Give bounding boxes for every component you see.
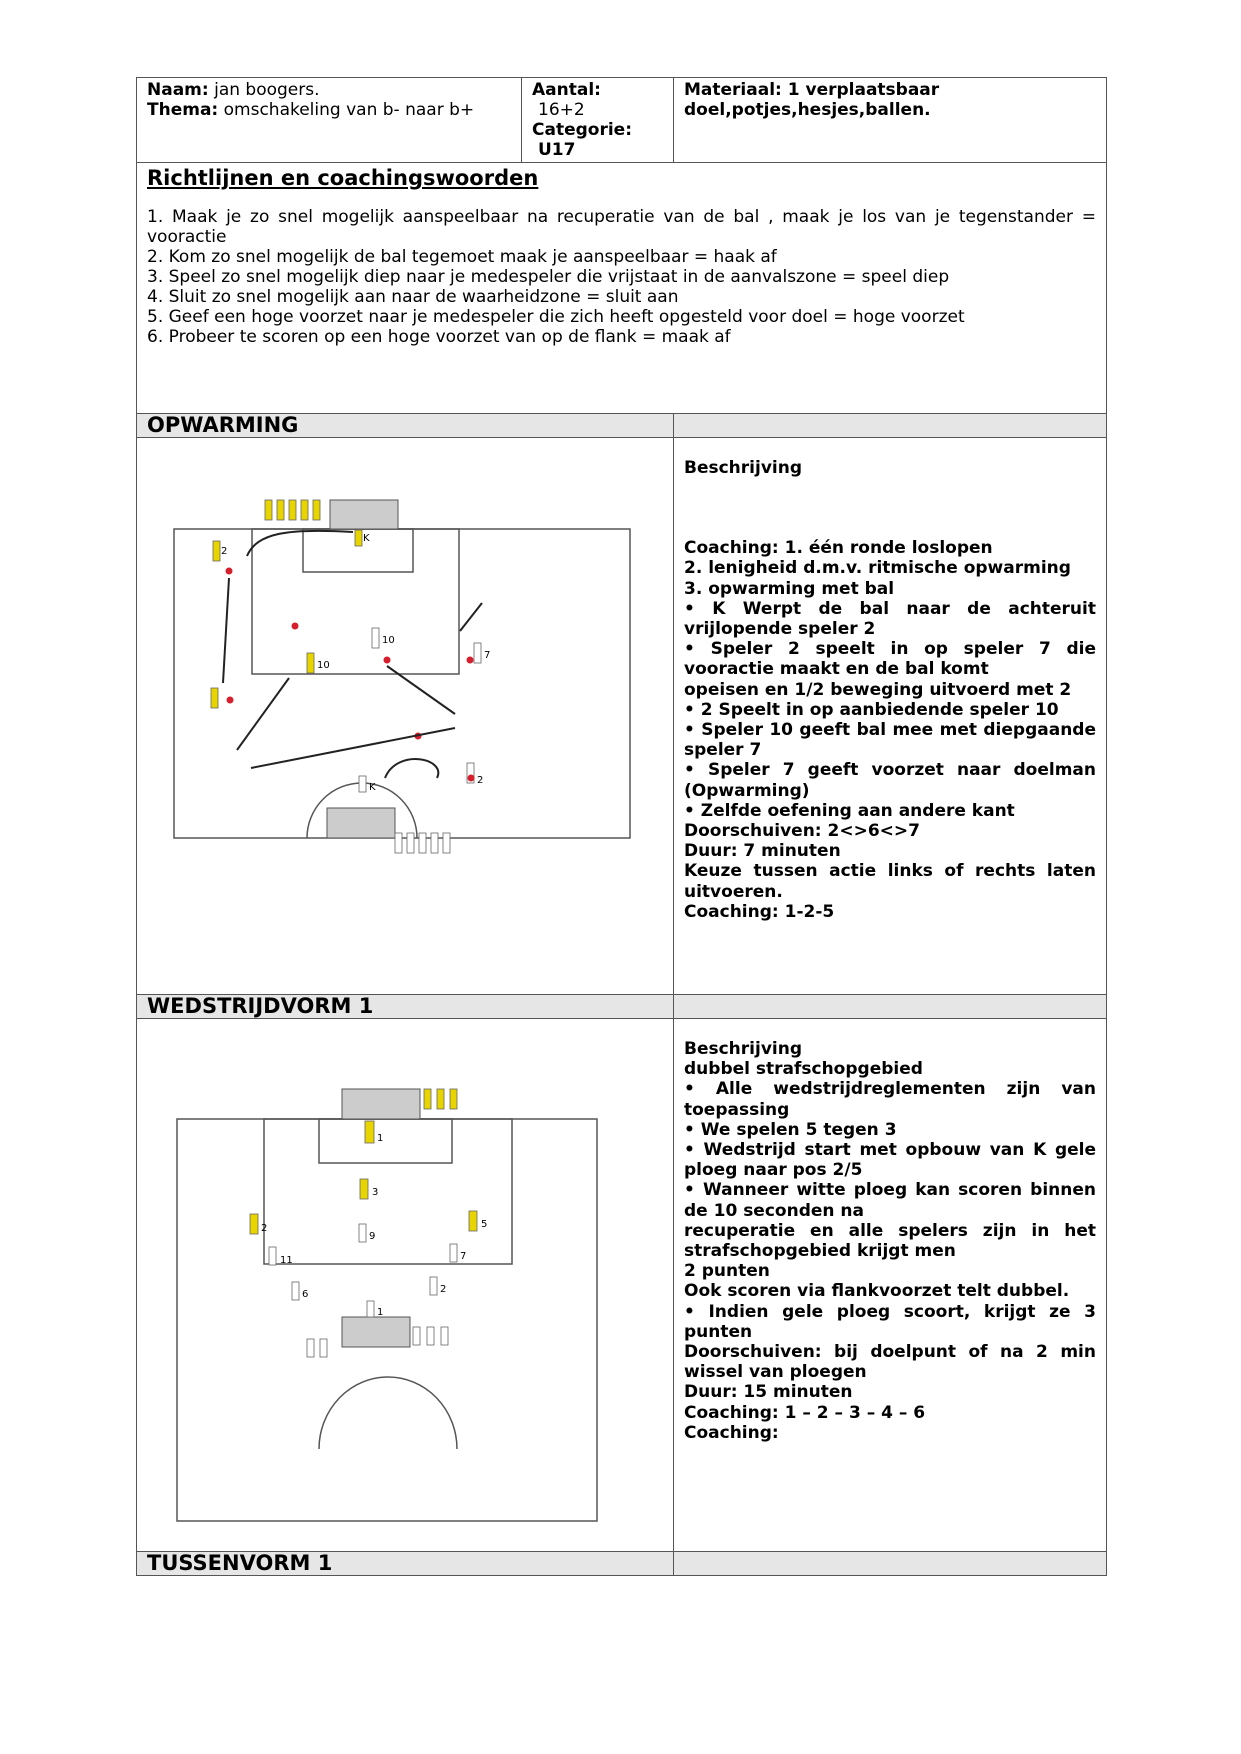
categorie-value: U17 xyxy=(538,140,576,160)
desc-line: 3. opwarming met bal xyxy=(684,578,895,599)
guidelines-cell xyxy=(137,163,1107,414)
opwarming-title: OPWARMING xyxy=(137,414,674,438)
goal-area-top xyxy=(319,1119,452,1163)
goal-bottom xyxy=(327,808,395,838)
thema-value: omschakeling van b- naar b+ xyxy=(223,100,475,120)
desc-line: Ook scoren via flankvoorzet telt dubbel. xyxy=(684,1281,1070,1302)
desc-line: Coaching: 1-2-5 xyxy=(684,901,835,922)
wedstrijdvorm-description xyxy=(684,1039,1096,1443)
player-label: 3 xyxy=(372,1187,379,1198)
tussenvorm-title: TUSSENVORM 1 xyxy=(137,1552,674,1576)
opwarming-field-diagram xyxy=(137,438,673,989)
tussenvorm-heading-row xyxy=(137,1552,1107,1576)
wedstrijdvorm-diagram-cell xyxy=(137,1019,674,1552)
guideline-item: 1. Maak je zo snel mogelijk aanspeelbaar na recuperatie van de bal , maak je los van je tegenstander = vooractie xyxy=(147,207,1096,247)
desc-line: recuperatie en alle spelers zijn in het strafschopgebied krijgt men xyxy=(684,1220,1096,1262)
wedstrijdvorm-field-diagram xyxy=(137,1019,673,1546)
desc-line: • Speler 10 geeft bal mee met diepgaande speler 7 xyxy=(684,720,1096,761)
player-label: 2 xyxy=(477,775,484,786)
player-label: 10 xyxy=(317,660,330,671)
naam-value: jan boogers. xyxy=(214,80,320,100)
categorie-label: Categorie: xyxy=(532,120,632,140)
opwarming-desc-cell xyxy=(674,438,1107,995)
desc-line: • Alle wedstrijdreglementen zijn van toepassing xyxy=(684,1079,1096,1120)
header-name-cell xyxy=(137,78,522,163)
wedstrijdvorm-heading-empty xyxy=(674,995,1107,1019)
guideline-item: 6. Probeer te scoren op een hoge voorzet van op de flank = maak af xyxy=(147,327,731,347)
opwarming-diagram-cell xyxy=(137,438,674,995)
guidelines-title: Richtlijnen en coachingswoorden xyxy=(147,166,539,190)
desc-line: • Wedstrijd start met opbouw van K gele ploeg naar pos 2/5 xyxy=(684,1140,1096,1181)
desc-line: 2. lenigheid d.m.v. ritmische opwarming xyxy=(684,558,1071,579)
player-label: 5 xyxy=(481,1219,488,1230)
goal-top xyxy=(330,500,398,529)
pass-arrows xyxy=(223,531,482,778)
desc-line: Coaching: 1. één ronde loslopen xyxy=(684,538,993,559)
naam-label: Naam: xyxy=(147,80,209,100)
header-materiaal-cell xyxy=(674,78,1107,163)
wedstrijdvorm-desc-cell xyxy=(674,1019,1107,1552)
desc-line: • Speler 7 geeft voorzet naar doelman (Opwarming) xyxy=(684,760,1096,801)
guideline-item: 2. Kom zo snel mogelijk de bal tegemoet maak je aanspeelbaar = haak af xyxy=(147,247,777,267)
desc-line: Keuze tussen actie links of rechts laten uitvoeren. xyxy=(684,861,1096,902)
desc-line: • Wanneer witte ploeg kan scoren binnen de 10 seconden na xyxy=(684,1180,1096,1221)
desc-line: Doorschuiven: bij doelpunt of na 2 min wissel van ploegen xyxy=(684,1342,1096,1383)
materiaal-text: Materiaal: 1 verplaatsbaar doel,potjes,hesjes,ballen. xyxy=(684,80,940,120)
player-label: 1 xyxy=(377,1133,384,1144)
guideline-item: 5. Geef een hoge voorzet naar je medespeler die zich heeft opgesteld voor doel = hoge voorzet xyxy=(147,307,965,327)
guideline-item: 3. Speel zo snel mogelijk diep naar je medespeler die vrijstaat in de aanvalszone = speel diep xyxy=(147,267,950,287)
desc-line: Duur: 15 minuten xyxy=(684,1382,853,1403)
goal-top xyxy=(342,1089,420,1119)
desc-line: dubbel strafschopgebied xyxy=(684,1059,923,1080)
penalty-arc-bottom xyxy=(319,1377,457,1449)
desc-line: • Zelfde oefening aan andere kant xyxy=(684,800,1015,821)
player-label: K xyxy=(369,782,376,793)
training-sheet-table xyxy=(136,77,1107,1576)
player-label: 1 xyxy=(377,1307,384,1318)
player-label: 11 xyxy=(280,1255,293,1266)
opwarming-heading-row xyxy=(137,414,1107,438)
header-aantal-cell xyxy=(522,78,674,163)
guidelines-row xyxy=(137,163,1107,414)
thema-label: Thema: xyxy=(147,100,219,120)
desc-line: opeisen en 1/2 beweging uitvoerd met 2 xyxy=(684,679,1072,700)
player-label: 10 xyxy=(382,635,395,646)
desc-line: • We spelen 5 tegen 3 xyxy=(684,1119,897,1140)
player-label: 7 xyxy=(484,650,491,661)
player-label: 6 xyxy=(302,1289,309,1300)
player-label: K xyxy=(363,533,370,544)
header-row xyxy=(137,78,1107,163)
tussenvorm-heading-empty xyxy=(674,1552,1107,1576)
wedstrijdvorm-heading-row xyxy=(137,995,1107,1019)
aantal-value: 16+2 xyxy=(538,100,585,120)
player-label: 2 xyxy=(261,1223,268,1234)
desc-line: Doorschuiven: 2<>6<>7 xyxy=(684,821,920,842)
desc-line: 2 punten xyxy=(684,1261,770,1282)
penalty-area-top xyxy=(252,529,459,674)
desc-title: Beschrijving xyxy=(684,458,803,478)
player-label: 2 xyxy=(440,1284,447,1295)
desc-title: Beschrijving xyxy=(684,1039,803,1059)
goal-middle xyxy=(342,1317,410,1347)
desc-line: Duur: 7 minuten xyxy=(684,841,841,862)
wedstrijdvorm-content-row xyxy=(137,1019,1107,1552)
opwarming-description xyxy=(684,458,1096,922)
guidelines-list xyxy=(147,207,1096,347)
aantal-label: Aantal: xyxy=(532,80,601,100)
document-page xyxy=(136,77,1106,1576)
coaching-label: Coaching: xyxy=(684,1422,779,1443)
desc-line: • Speler 2 speelt in op speler 7 die vooractie maakt en de bal komt xyxy=(684,639,1096,680)
wedstrijdvorm-title: WEDSTRIJDVORM 1 xyxy=(137,995,674,1019)
player-label: 7 xyxy=(460,1251,467,1262)
desc-line: • K Werpt de bal naar de achteruit vrijlopende speler 2 xyxy=(684,598,1096,640)
desc-line: • Indien gele ploeg scoort, krijgt ze 3 punten xyxy=(684,1301,1096,1342)
opwarming-content-row xyxy=(137,438,1107,995)
field-outline xyxy=(174,529,630,838)
player-label: 2 xyxy=(221,546,228,557)
penalty-area-top xyxy=(264,1119,512,1264)
guideline-item: 4. Sluit zo snel mogelijk aan naar de waarheidzone = sluit aan xyxy=(147,287,679,307)
desc-line: Coaching: 1 – 2 – 3 – 4 – 6 xyxy=(684,1402,926,1423)
opwarming-heading-empty xyxy=(674,414,1107,438)
desc-line: • 2 Speelt in op aanbiedende speler 10 xyxy=(684,699,1059,720)
player-label: 9 xyxy=(369,1231,376,1242)
